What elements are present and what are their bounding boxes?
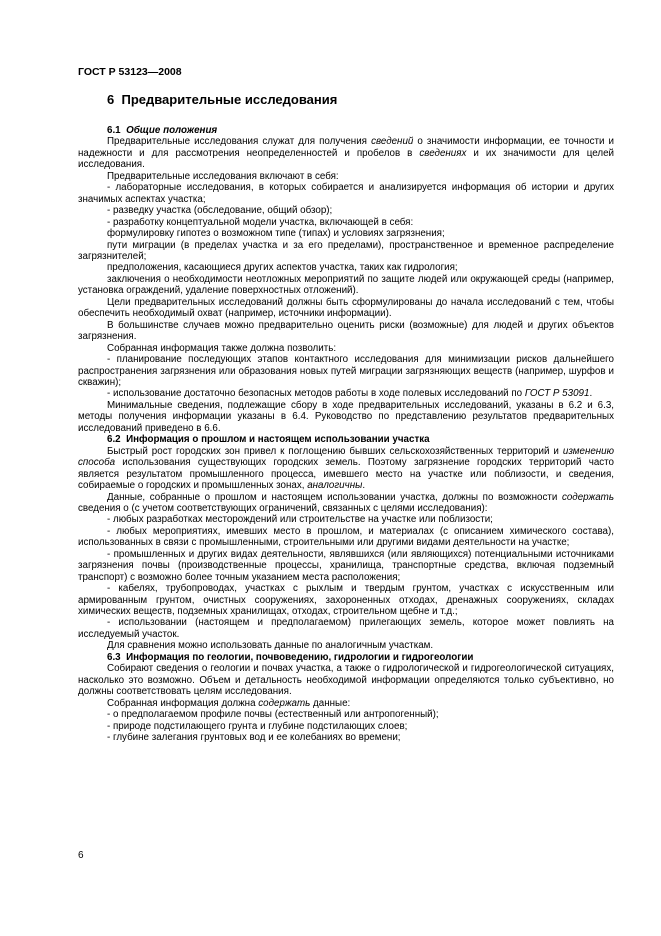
paragraph: Собранная информация также должна позволить: — [107, 342, 337, 354]
section-number: 6 — [107, 92, 115, 107]
paragraph: - использовании (настоящем и предполагаемом) прилегающих земель, которое может повлиять на исследуемый участок. — [78, 617, 614, 640]
subsection-number: 6.2 — [107, 434, 121, 446]
paragraph: - о предполагаемом профиле почвы (естественный или антропогенный); — [107, 709, 439, 721]
subsection-title: Общие положения — [126, 125, 218, 136]
subsection-heading — [78, 434, 614, 445]
paragraph: - любых мероприятиях, имевших место в прошлом, и материалах (с описанием химического состава), использованных в связи с промышленными, строительными или другими видами деятельности на участке; — [78, 525, 614, 549]
paragraph: - промышленных и других видах деятельности, являвшихся (или являющихся) потенциальными источниками загрязнения почвы (производственные процессы, хранилища, транспортные средства, включая подземный транспорт) с возможно более точным указанием места расположения; — [78, 548, 614, 583]
paragraph: - глубине залегания грунтовых вод и ее колебаниях во времени; — [107, 732, 401, 744]
document-header: ГОСТ Р 53123—2008 — [78, 66, 182, 78]
paragraph: - лабораторные исследования, в которых собирается и анализируется информация об истории и других значимых аспектах участка; — [78, 182, 614, 205]
section-title — [107, 92, 337, 107]
paragraph: - планирование последующих этапов контактного исследования для минимизации рисков дальнейшего распространения загрязнения или образования новых путей миграции загрязняющих веществ (например, шурфов и скважин); — [78, 354, 614, 388]
subsection-title: Информация о прошлом и настоящем использовании участка — [126, 434, 430, 446]
paragraph: предположения, касающиеся других аспектов участка, таких как гидрология; — [107, 262, 458, 274]
paragraph: пути миграции (в пределах участка и за его пределами), пространственное и временное распределение загрязнителей; — [78, 239, 614, 262]
paragraph: Собирают сведения о геологии и почвах участка, а также о гидрологической и гидрогеологической ситуациях, насколько это возможно. Объем и детальность необходимой информации определяются только субъективно, но должны соответствовать целям исследования. — [78, 663, 614, 698]
section-title-text: Предварительные исследования — [121, 92, 338, 107]
paragraph: Собранная информация должна содержать данные: — [107, 697, 351, 709]
subsection-heading — [78, 652, 614, 663]
paragraph: Предварительные исследования служат для получения сведений о значимости информации, ее точности и надежности и для рассмотрения неопределенностей и пробелов в сведениях и их значимости для целей исследования. — [78, 136, 614, 171]
paragraph: заключения о необходимости неотложных мероприятий по защите людей или окружающей среды (например, установка ограждений, удаление поверхностных отложений). — [78, 273, 614, 297]
paragraph: формулировку гипотез о возможном типе (типах) и условиях загрязнения; — [107, 228, 445, 240]
subsection-number: 6.3 — [107, 651, 121, 663]
paragraph: - разведку участка (обследование, общий обзор); — [107, 205, 333, 217]
paragraph: - использование достаточно безопасных методов работы в ходе полевых исследований по ГОСТ Р 53091. — [107, 388, 593, 400]
paragraph: Данные, собранные о прошлом и настоящем использовании участка, должны по возможности содержать сведения о (с учетом соответствующих ограничений, связанных с целями исследования): — [78, 491, 614, 514]
paragraph: Для сравнения можно использовать данные по аналогичным участкам. — [107, 640, 434, 652]
body-text — [78, 125, 614, 743]
paragraph: - природе подстилающего грунта и глубине подстилающих слоев; — [107, 720, 408, 732]
paragraph: Быстрый рост городских зон привел к поглощению бывших сельскохозяйственных территорий и изменению способа использования существующих городских земель. Поэтому загрязнение городских территорий часто является результатом промышленного процесса, имевшего место на участке или поблизости, и сведения, собираемые о городских и промышленных зонах, аналогичны. — [78, 445, 614, 492]
subsection-number: 6.1 — [107, 125, 121, 136]
paragraph: Минимальные сведения, подлежащие сбору в ходе предварительных исследований, указаны в 6.2 и 6.3, методы получения информации указаны в 6.4. Руководство по представлению результатов предварительных исследований приведено в 6.6. — [78, 399, 614, 434]
paragraph: - разработку концептуальной модели участка, включающей в себя: — [107, 216, 414, 228]
paragraph: - любых разработках месторождений или строительстве на участке или поблизости; — [107, 514, 493, 526]
page-number: 6 — [78, 850, 84, 861]
paragraph: Цели предварительных исследований должны быть сформулированы до начала исследований с тем, чтобы обеспечить необходимый охват (например, источники информации). — [78, 296, 614, 320]
paragraph: В большинстве случаев можно предварительно оценить риски (возможные) для людей и других объектов загрязнения. — [78, 319, 614, 343]
subsection-heading — [78, 125, 614, 136]
paragraph: - кабелях, трубопроводах, участках с рыхлым и твердым грунтом, участках с искусственным или армированным грунтом, очистных сооружениях, захороненных отходах, дренажных сооружениях, складах химических веществ, подземных хранилищах, отходах, строительном щебне и т.д.; — [78, 583, 614, 618]
paragraph: Предварительные исследования включают в себя: — [107, 170, 339, 182]
subsection-title: Информация по геологии, почвоведению, гидрологии и гидрогеологии — [126, 651, 474, 663]
